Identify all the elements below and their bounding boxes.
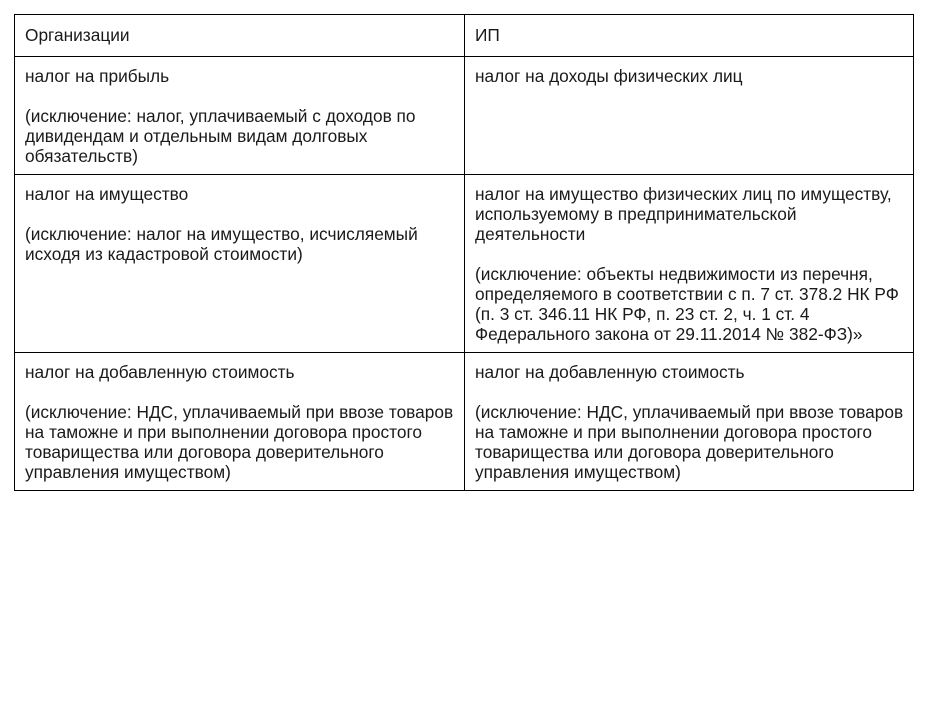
cell-ip (465, 175, 914, 353)
tax-name: налог на имущество физических лиц по имуществу, используемому в предпринимательской деятельности (475, 184, 892, 244)
cell-org (15, 353, 465, 491)
table-row (15, 175, 914, 353)
cell-org (15, 57, 465, 175)
header-ip (465, 15, 914, 57)
header-label: ИП (475, 25, 500, 45)
header-label: Организации (25, 25, 130, 45)
tax-name: налог на добавленную стоимость (475, 362, 745, 382)
tax-name: налог на прибыль (25, 66, 170, 86)
tax-exception: (исключение: налог на имущество, исчисляемый исходя из кадастровой стоимости) (25, 224, 418, 264)
cell-ip (465, 57, 914, 175)
tax-exception: (исключение: объекты недвижимости из перечня, определяемого в соответствии с п. 7 ст. 378.2 НК РФ (п. 3 ст. 346.11 НК РФ, п. 23 ст. 2, ч. 1 ст. 4 Федерального закона от 29.11.2014 № 382-ФЗ)» (475, 264, 899, 344)
tax-exception: (исключение: НДС, уплачиваемый при ввозе товаров на таможне и при выполнении договора простого товарищества или договора доверительного управления имуществом) (25, 402, 454, 482)
table-row (15, 353, 914, 491)
tax-comparison-table (14, 14, 914, 491)
cell-ip (465, 353, 914, 491)
tax-name: налог на доходы физических лиц (475, 66, 743, 86)
tax-exception: (исключение: НДС, уплачиваемый при ввозе товаров на таможне и при выполнении договора простого товарищества или договора доверительного управления имуществом) (475, 402, 904, 482)
header-organizations (15, 15, 465, 57)
tax-name: налог на добавленную стоимость (25, 362, 295, 382)
cell-org (15, 175, 465, 353)
table-row (15, 57, 914, 175)
tax-exception: (исключение: налог, уплачиваемый с доходов по дивидендам и отдельным видам долговых обязательств) (25, 106, 416, 166)
table-header-row (15, 15, 914, 57)
tax-name: налог на имущество (25, 184, 189, 204)
